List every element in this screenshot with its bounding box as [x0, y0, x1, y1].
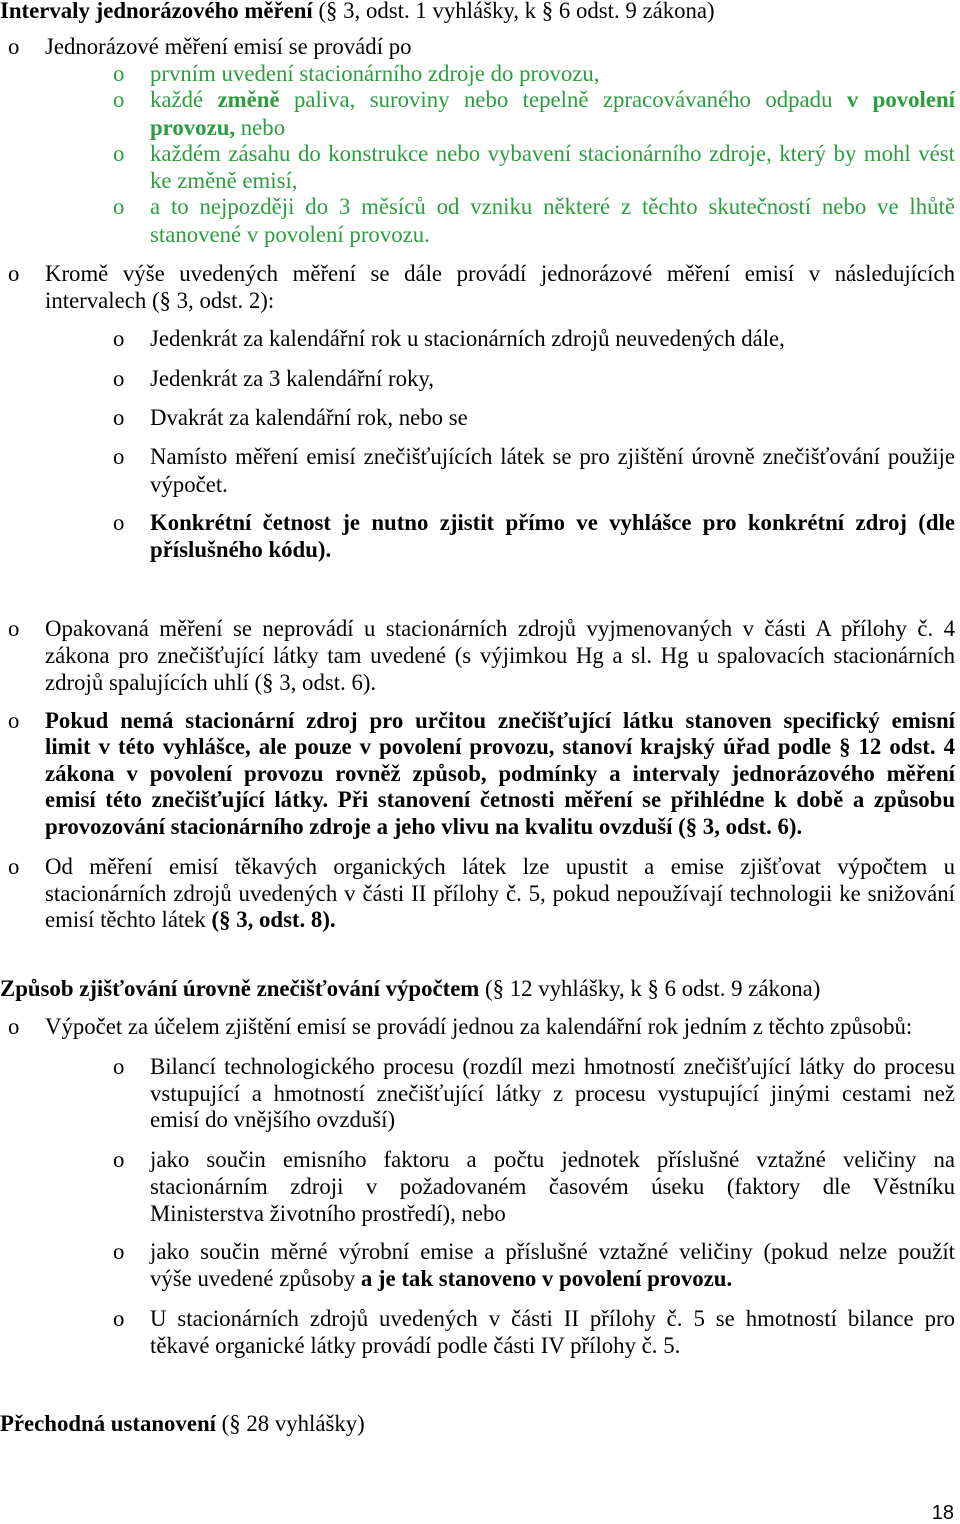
heading-reference: (§ 28 vyhlášky) [215, 1411, 365, 1436]
heading-title: Způsob zjišťování úrovně znečišťování výpočtem [0, 976, 480, 1001]
text-line: a to nejpozději do 3 měsíců od vzniku některé z těchto skutečností nebo ve lhůtě [150, 194, 955, 219]
text-line: jako součin měrné výrobní emise a příslušné vztažné veličiny (pokud nelze použít [150, 1239, 955, 1264]
text-line [150, 1266, 732, 1292]
bullet-marker: o [8, 261, 20, 286]
text-line: limit v této vyhlášce, ale pouze v povolení provozu, stanoví krajský úřad podle § 12 odst. 4 [45, 734, 955, 759]
section-heading [0, 1411, 365, 1437]
heading-title: Přechodná ustanovení [0, 1411, 216, 1436]
bullet-marker: o [8, 708, 20, 733]
text-line: provozování stacionárního zdroje a jeho vlivu na kvalitu ovzduší (§ 3, odst. 6). [45, 814, 803, 839]
text-line: Bilancí technologického procesu (rozdíl mezi hmotností znečišťující látky do procesu [150, 1054, 955, 1079]
text-line: prvním uvedení stacionárního zdroje do provozu, [150, 61, 600, 86]
text-line: zdrojů spalujících uhlí (§ 3, odst. 6). [45, 670, 377, 695]
bullet-marker: o [8, 1014, 20, 1039]
text-line [45, 907, 336, 933]
text-line: každém zásahu do konstrukce nebo vybavení stacionárního zdroje, který by mohl vést [150, 141, 955, 166]
bullet-marker: o [8, 854, 20, 879]
bullet-marker: o [113, 444, 125, 469]
text-line: emisí do vnějšího ovzduší) [150, 1107, 396, 1132]
bullet-marker: o [113, 510, 125, 535]
bullet-marker: o [113, 1239, 125, 1264]
text-line: stacionárních zdrojů uvedených v části II přílohy č. 5, pokud nepoužívají technologii ke snižování [45, 881, 955, 906]
bullet-marker: o [113, 194, 125, 219]
text-run: každé [150, 87, 218, 112]
bullet-marker: o [113, 326, 125, 351]
bullet-marker: o [113, 1306, 125, 1331]
text-line: Kromě výše uvedených měření se dále provádí jednorázové měření emisí v následujících [45, 261, 955, 286]
text-line: zákona v povolení provozu rovněž způsob, podmínky a intervaly jednorázového měření [45, 761, 955, 786]
text-line: Jedenkrát za kalendářní rok u stacionárních zdrojů neuvedených dále, [150, 326, 785, 351]
bullet-marker: o [113, 1147, 125, 1172]
bullet-marker: o [113, 405, 125, 430]
bullet-marker: o [8, 34, 20, 59]
text-line: emisí této znečišťující látky. Při stanovení četnosti měření se přihlédne k době a způsobu [45, 787, 955, 812]
text-line: Pokud nemá stacionární zdroj pro určitou znečišťující látku stanoven specifický emisní [45, 708, 955, 733]
text-line: stanovené v povolení provozu. [150, 222, 430, 247]
bullet-marker: o [113, 366, 125, 391]
text-line: Opakovaná měření se neprovádí u stacionárních zdrojů vyjmenovaných v části A přílohy č. 4 [45, 616, 955, 641]
text-line: Výpočet za účelem zjištění emisí se provádí jednou za kalendářní rok jedním z těchto způsobů: [45, 1014, 913, 1039]
text-line: Ministerstva životního prostředí), nebo [150, 1201, 506, 1226]
bullet-marker: o [113, 1054, 125, 1079]
text-line: intervalech (§ 3, odst. 2): [45, 288, 275, 313]
text-line: vstupující a hmotností znečišťující látky z procesu vystupující jinými cestami než [150, 1081, 955, 1106]
bullet-marker: o [8, 616, 20, 641]
heading-reference: (§ 12 vyhlášky, k § 6 odst. 9 zákona) [479, 976, 821, 1001]
bold-text: provozu, [150, 115, 236, 140]
text-line: U stacionárních zdrojů uvedených v části II přílohy č. 5 se hmotností bilance pro [150, 1306, 955, 1331]
text-line: příslušného kódu). [150, 537, 332, 562]
bullet-marker: o [113, 141, 125, 166]
text-line: Jednorázové měření emisí se provádí po [45, 34, 412, 59]
text-line: zákona pro znečišťující látky tam uvedené (s výjimkou Hg a sl. Hg u spalovacích stacionárních [45, 643, 955, 668]
text-line [150, 87, 955, 113]
heading-reference: (§ 3, odst. 1 vyhlášky, k § 6 odst. 9 zákona) [312, 0, 715, 23]
text-line: ke změně emisí, [150, 168, 298, 193]
bullet-marker: o [113, 61, 125, 86]
text-line: Dvakrát za kalendářní rok, nebo se [150, 405, 468, 430]
text-line: Jedenkrát za 3 kalendářní roky, [150, 366, 434, 391]
text-line [150, 115, 285, 141]
text-run: nebo [235, 115, 286, 140]
bold-text: změně [217, 87, 280, 112]
section-heading [0, 0, 715, 24]
text-line: těkavé organické látky provádí podle části IV přílohy č. 5. [150, 1333, 681, 1358]
text-run: paliva, suroviny nebo tepelně zpracovávaného odpadu [279, 87, 847, 112]
text-line: Konkrétní četnost je nutno zjistit přímo ve vyhlášce pro konkrétní zdroj (dle [150, 510, 955, 535]
page-number: 18 [931, 1502, 954, 1524]
text-run: emisí těchto látek [45, 907, 212, 932]
text-line: Namísto měření emisí znečišťujících látek se pro zjištění úrovně znečišťování použije [150, 444, 955, 469]
text-line: jako součin emisního faktoru a počtu jednotek příslušné vztažné veličiny na [150, 1147, 955, 1172]
heading-title: Intervaly jednorázového měření [0, 0, 313, 23]
bold-text: a je tak stanoveno v povolení provozu. [360, 1266, 733, 1291]
text-line: stacionárním zdroji v požadovaném časovém úseku (faktory dle Věstníku [150, 1174, 955, 1199]
text-run: výše uvedené způsoby [150, 1266, 361, 1291]
bullet-marker: o [113, 87, 125, 112]
bold-text: v povolení [846, 87, 955, 112]
text-line: výpočet. [150, 472, 228, 497]
section-heading [0, 976, 820, 1002]
bold-text: (§ 3, odst. 8). [211, 907, 336, 932]
text-line: Od měření emisí těkavých organických látek lze upustit a emise zjišťovat výpočtem u [45, 854, 955, 879]
